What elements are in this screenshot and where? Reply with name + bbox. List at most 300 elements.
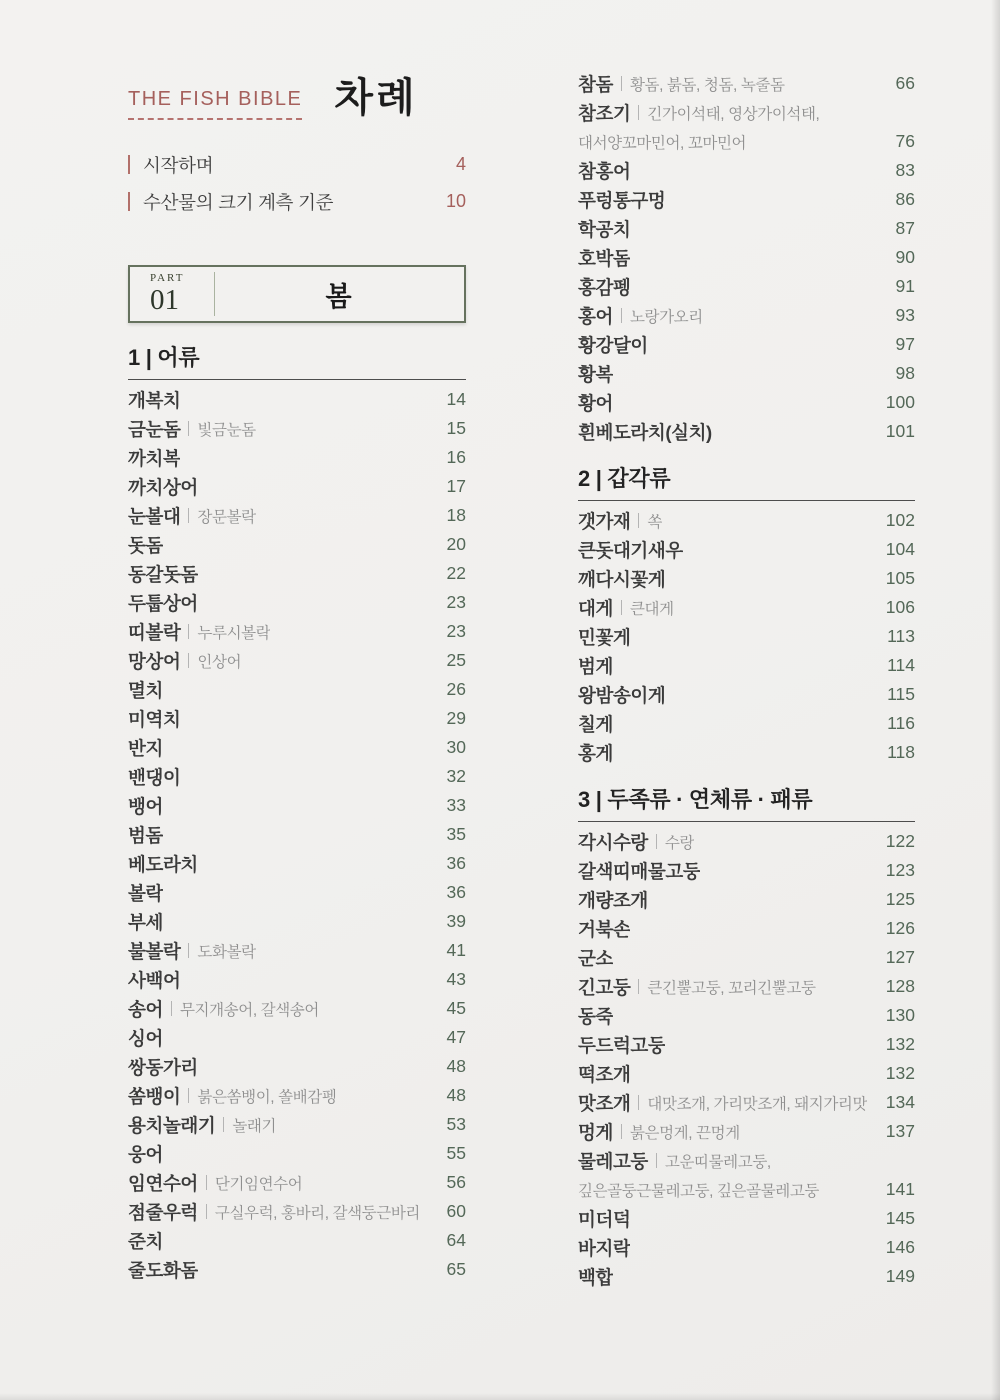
entry-separator-bar [188,624,189,639]
entry-page: 23 [446,621,466,641]
entry-page: 48 [446,1085,466,1105]
entry-text [128,1228,163,1254]
entry-name: 망상어 [128,650,181,672]
entry-subnames: 긴가이석태, 영상가이석태, [647,105,820,123]
entry-page: 87 [895,218,915,238]
entry-page: 100 [885,392,915,412]
entry-subnames-continued: 대서양꼬마민어, 꼬마민어 [578,134,747,152]
entry-name: 사백어 [128,969,181,991]
entry-subnames: 누루시볼락 [197,624,271,642]
entry-page: 64 [446,1230,466,1250]
toc-entry [578,506,915,535]
entry-name: 참홍어 [578,160,631,182]
entry-separator-bar [188,1088,189,1103]
toc-entry [578,827,915,856]
toc-entry [128,820,466,849]
entry-name: 호박돔 [578,247,631,269]
toc-entry [578,943,915,972]
entry-name: 멍게 [578,1121,613,1143]
toc-list-mollusks [578,827,915,1291]
entry-text [128,996,319,1022]
entry-text [128,822,163,848]
page-header [128,64,466,120]
entry-separator-bar [188,653,189,668]
entry-name: 금눈돔 [128,418,181,440]
entry-name: 칠게 [578,713,613,735]
entry-name: 흰베도라치(실치) [578,421,712,443]
entry-name: 멸치 [128,679,163,701]
entry-page: 127 [885,947,915,967]
entry-name: 바지락 [578,1237,631,1259]
toc-entry [578,564,915,593]
toc-entry [578,359,915,388]
entry-page: 93 [895,305,915,325]
entry-page: 15 [446,418,466,438]
toc-entry [578,1088,915,1117]
front-item-label: 시작하며 [143,154,214,176]
entry-text [128,677,163,703]
entry-subnames: 대맛조개, 가리맛조개, 돼지가리맛 [647,1095,868,1113]
entry-subnames: 장문볼락 [197,508,256,526]
entry-text [578,332,648,358]
toc-entry [128,1197,466,1226]
entry-name: 황어 [578,392,613,414]
toc-entry [128,1023,466,1052]
entry-name: 학공치 [578,218,631,240]
entry-text [578,187,665,213]
entry-page: 132 [885,1063,915,1083]
entry-separator-bar [621,600,622,615]
entry-text [578,100,819,126]
front-item-marker [128,192,130,211]
entry-separator-bar [206,1204,207,1219]
entry-name: 거북손 [578,918,631,940]
entry-page: 102 [885,510,915,530]
toc-list-fish-left [128,385,466,1284]
entry-page: 126 [885,918,915,938]
part-box [128,265,466,323]
entry-text [128,619,270,645]
entry-page: 149 [885,1266,915,1286]
part-title: 봄 [325,281,354,312]
toc-entry [578,972,915,1001]
entry-page: 141 [885,1179,915,1199]
page-edge-shadow-right [991,0,1000,1400]
front-item [128,146,466,183]
entry-page: 134 [885,1092,915,1112]
part-number-cell [130,267,214,321]
toc-entry [128,675,466,704]
entry-subnames: 쏙 [647,513,662,531]
entry-page: 115 [887,684,915,704]
entry-page: 47 [446,1027,466,1047]
entry-page: 97 [895,334,915,354]
entry-page: 145 [885,1208,915,1228]
entry-page: 36 [446,882,466,902]
toc-entry [578,914,915,943]
entry-separator-bar [638,513,639,528]
toc-entry [578,1146,915,1175]
entry-text [578,1206,630,1232]
entry-text [128,1054,198,1080]
entry-text [128,1141,163,1167]
toc-entry [128,936,466,965]
entry-name: 밴댕이 [128,766,181,788]
entry-text [578,390,613,416]
entry-text [128,1112,276,1138]
entry-subnames: 고운띠물레고둥, [664,1153,771,1171]
toc-entry [578,214,915,243]
entry-text [578,419,712,445]
entry-text [128,967,180,993]
entry-text [578,508,662,534]
toc-entry [578,272,915,301]
toc-entry [128,965,466,994]
entry-name: 대게 [578,597,613,619]
entry-page: 32 [446,766,466,786]
entry-subnames: 노랑가오리 [629,308,703,326]
front-matter-list [128,146,466,220]
entry-text [128,1083,336,1109]
entry-text [578,361,613,387]
toc-entry [128,733,466,762]
entry-page: 23 [446,592,466,612]
entry-page: 104 [885,539,915,559]
entry-text [578,945,613,971]
front-item-marker [128,155,130,174]
entry-subnames: 황돔, 붉돔, 청돔, 녹줄돔 [629,76,785,94]
entry-name: 부세 [128,911,163,933]
section-heading-mollusks: 3 | 두족류 · 연체류 · 패류 [578,787,915,822]
entry-separator-bar [638,105,639,120]
toc-entry [128,849,466,878]
entry-name: 물레고둥 [578,1150,648,1172]
entry-subnames: 구실우럭, 홍바리, 갈색둥근바리 [214,1204,420,1222]
toc-entry [578,885,915,914]
entry-text [578,1061,630,1087]
entry-name: 동죽 [578,1005,613,1027]
entry-text [128,445,180,471]
page-edge-shadow-bottom [0,1393,1000,1400]
entry-text [128,1170,302,1196]
entry-text [128,706,180,732]
front-item [128,183,466,220]
toc-entry [128,646,466,675]
entry-separator-bar [621,1124,622,1139]
entry-name: 뱅어 [128,795,163,817]
entry-page: 39 [446,911,466,931]
toc-entry [578,738,915,767]
toc-entry [128,1081,466,1110]
entry-name: 점줄우럭 [128,1201,198,1223]
entry-text [128,561,198,587]
entry-page: 125 [885,889,915,909]
entry-separator-bar [638,1095,639,1110]
entry-page: 35 [446,824,466,844]
entry-page: 76 [895,131,915,151]
toc-entry [578,709,915,738]
toc-entry [578,1233,915,1262]
entry-text [128,764,180,790]
entry-separator-bar [621,308,622,323]
entry-name: 왕밤송이게 [578,684,666,706]
entry-page: 43 [446,969,466,989]
entry-name: 쌍동가리 [128,1056,198,1078]
toc-entry [578,98,915,127]
entry-name: 용치놀래기 [128,1114,216,1136]
toc-entry [128,762,466,791]
toc-entry [128,443,466,472]
entry-text [128,851,198,877]
entry-page: 86 [895,189,915,209]
entry-name: 쏨뱅이 [128,1085,181,1107]
toc-entry [578,535,915,564]
entry-text [578,274,630,300]
toc-entry [578,156,915,185]
entry-page: 122 [885,831,915,851]
entry-separator-bar [656,1153,657,1168]
entry-text [128,909,163,935]
entry-text [578,858,700,884]
entry-text [578,887,648,913]
entry-text [128,503,256,529]
entry-page: 41 [446,940,466,960]
entry-name: 까치상어 [128,476,198,498]
entry-name: 싱어 [128,1027,163,1049]
entry-page: 132 [885,1034,915,1054]
entry-text [578,1032,665,1058]
entry-name: 돗돔 [128,534,163,556]
entry-name: 깨다시꽃게 [578,568,666,590]
toc-entry [578,1204,915,1233]
toc-entry-continuation [578,127,915,156]
right-column [578,69,915,1291]
page-title: 차례 [334,76,418,120]
entry-separator-bar [188,943,189,958]
entry-text [578,158,630,184]
entry-page: 16 [446,447,466,467]
entry-name: 베도라치 [128,853,198,875]
entry-name: 개복치 [128,389,181,411]
entry-text [578,1003,613,1029]
part-label: PART [150,272,185,284]
toc-entry [128,704,466,733]
section-heading-crustaceans: 2 | 갑각류 [578,466,915,501]
entry-page: 83 [895,160,915,180]
entry-name: 까치복 [128,447,181,469]
entry-name: 홍게 [578,742,613,764]
entry-text [128,1257,198,1283]
toc-entry [128,530,466,559]
toc-entry [128,1226,466,1255]
entry-text [578,1090,867,1116]
entry-page: 113 [887,626,915,646]
entry-subnames: 붉은멍게, 끈멍게 [629,1124,740,1142]
entry-text [578,740,613,766]
toc-entry [128,501,466,530]
entry-page: 53 [446,1114,466,1134]
entry-name: 미역치 [128,708,181,730]
entry-text [128,416,256,442]
entry-text [578,1264,613,1290]
entry-page: 114 [887,655,915,675]
toc-entry [578,301,915,330]
entry-name: 군소 [578,947,613,969]
entry-text [578,245,630,271]
toc-entry [128,1255,466,1284]
entry-page: 98 [895,363,915,383]
entry-page: 14 [446,389,466,409]
entry-subnames: 큰긴뿔고둥, 꼬리긴뿔고둥 [647,979,816,997]
toc-entry [128,1168,466,1197]
toc-entry [578,856,915,885]
entry-name: 맛조개 [578,1092,631,1114]
toc-entry [578,680,915,709]
entry-name: 두드럭고둥 [578,1034,666,1056]
entry-text [128,474,198,500]
entry-name: 긴고둥 [578,976,631,998]
entry-name: 큰돗대기새우 [578,539,683,561]
entry-page: 106 [885,597,915,617]
entry-text [578,711,613,737]
entry-text [578,653,613,679]
entry-page: 30 [446,737,466,757]
entry-name: 동갈돗돔 [128,563,198,585]
entry-separator-bar [171,1001,172,1016]
entry-text [578,537,683,563]
entry-name: 갯가재 [578,510,631,532]
toc-entry [578,1117,915,1146]
entry-page: 91 [895,276,915,296]
toc-entry [128,588,466,617]
toc-entry [578,593,915,622]
entry-page: 60 [446,1201,466,1221]
entry-separator-bar [223,1117,224,1132]
entry-page: 116 [887,713,915,733]
entry-name: 백합 [578,1266,613,1288]
entry-name: 미더덕 [578,1208,631,1230]
entry-separator-bar [656,834,657,849]
entry-name: 참조기 [578,102,631,124]
entry-name: 웅어 [128,1143,163,1165]
entry-name: 각시수랑 [578,831,648,853]
toc-entry [578,417,915,446]
left-column [128,64,466,1284]
entry-page: 105 [885,568,915,588]
entry-page: 45 [446,998,466,1018]
entry-name: 홍감펭 [578,276,631,298]
entry-subnames: 붉은쏨뱅이, 쏠배감펭 [197,1088,337,1106]
toc-entry [128,617,466,646]
entry-page: 146 [885,1237,915,1257]
entry-name: 갈색띠매물고둥 [578,860,701,882]
entry-subnames: 도화볼락 [197,943,256,961]
entry-text [128,938,256,964]
entry-name: 임연수어 [128,1172,198,1194]
toc-entry [578,330,915,359]
entry-page: 25 [446,650,466,670]
entry-name: 황강달이 [578,334,648,356]
entry-text [128,793,163,819]
entry-page: 36 [446,853,466,873]
entry-separator-bar [621,76,622,91]
entry-page: 66 [895,73,915,93]
toc-entry [128,907,466,936]
toc-entry [578,69,915,98]
entry-name: 범돔 [128,824,163,846]
entry-page: 137 [885,1121,915,1141]
entry-text [128,648,241,674]
entry-text [128,590,198,616]
part-number: 01 [150,284,179,316]
entry-subnames: 무지개송어, 갈색송어 [179,1001,319,1019]
entry-page: 128 [885,976,915,996]
entry-name: 띠볼락 [128,621,181,643]
entry-name: 황복 [578,363,613,385]
entry-text [128,1025,163,1051]
entry-name: 떡조개 [578,1063,631,1085]
entry-subnames: 큰대게 [629,600,674,618]
toc-entry [128,414,466,443]
entry-page: 65 [446,1259,466,1279]
entry-name: 불볼락 [128,940,181,962]
entry-text [128,532,163,558]
entry-text [578,624,630,650]
entry-separator-bar [188,421,189,436]
entry-text [578,1119,740,1145]
entry-name: 두툽상어 [128,592,198,614]
entry-text [578,974,816,1000]
entry-text [578,303,703,329]
toc-entry [578,622,915,651]
toc-entry [128,791,466,820]
brand-title: THE FISH BIBLE [128,89,302,120]
entry-page: 22 [446,563,466,583]
entry-text [128,387,180,413]
entry-name: 참돔 [578,73,613,95]
entry-text [578,566,665,592]
entry-page: 26 [446,679,466,699]
entry-page: 17 [446,476,466,496]
front-item-page: 10 [445,191,466,211]
toc-entry [578,243,915,272]
toc-entry [578,185,915,214]
entry-name: 준치 [128,1230,163,1252]
entry-name: 홍어 [578,305,613,327]
entry-subnames: 인상어 [197,653,242,671]
entry-name: 볼락 [128,882,163,904]
entry-page: 48 [446,1056,466,1076]
entry-subnames: 수랑 [664,834,695,852]
entry-page: 55 [446,1143,466,1163]
entry-subnames: 놀래기 [232,1117,277,1135]
entry-text [128,735,163,761]
entry-page: 56 [446,1172,466,1192]
toc-entry [578,1059,915,1088]
entry-name: 범게 [578,655,613,677]
entry-text [578,595,674,621]
entry-page: 20 [446,534,466,554]
entry-text [578,1148,771,1174]
front-item-label: 수산물의 크기 계측 기준 [143,191,334,213]
toc-entry [128,559,466,588]
entry-subnames: 빛금눈돔 [197,421,256,439]
toc-entry [128,385,466,414]
toc-entry [578,1262,915,1291]
entry-page: 118 [887,742,915,762]
toc-entry [128,1139,466,1168]
toc-entry [128,472,466,501]
